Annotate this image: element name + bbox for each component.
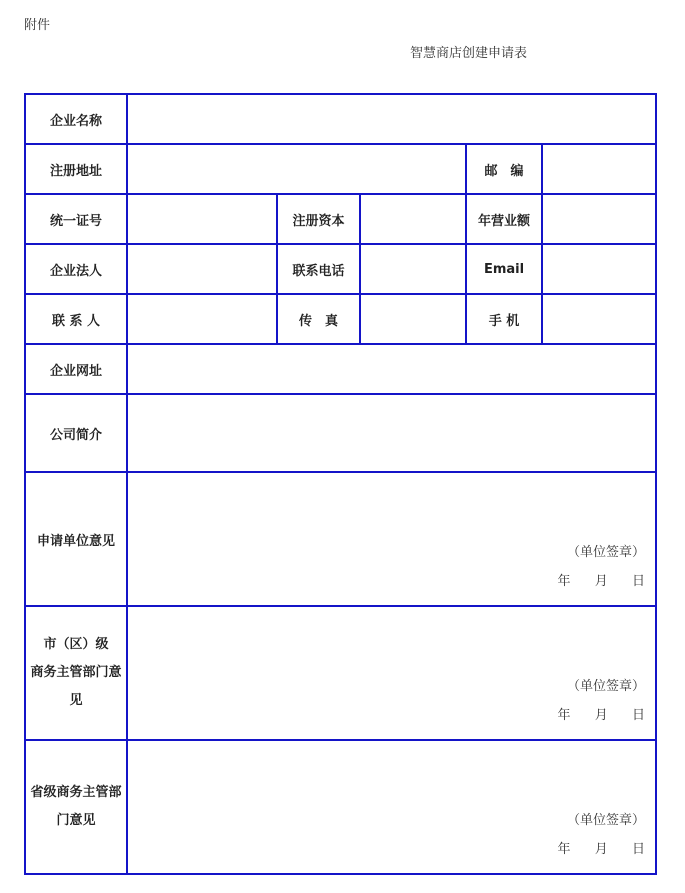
postal-code-label: 邮 编 <box>466 144 542 194</box>
registered-capital-label: 注册资本 <box>277 194 360 244</box>
row-unified-code <box>25 194 656 244</box>
contact-person-label: 联 系 人 <box>25 294 127 344</box>
annual-revenue-label: 年营业额 <box>466 194 542 244</box>
fax-field[interactable] <box>360 294 466 344</box>
city-date-month: 月 <box>594 708 608 723</box>
unified-code-field[interactable] <box>127 194 277 244</box>
company-intro-field[interactable] <box>127 394 656 472</box>
row-company-name <box>25 94 656 144</box>
registered-capital-field[interactable] <box>360 194 466 244</box>
province-opinion-label <box>25 740 127 874</box>
city-opinion-label-line2: 商务主管部门意 <box>30 665 122 680</box>
row-applicant-opinion <box>25 472 656 606</box>
row-registered-address <box>25 144 656 194</box>
city-date <box>557 704 645 723</box>
city-opinion-label-line3: 见 <box>69 693 83 708</box>
fax-label: 传 真 <box>277 294 360 344</box>
applicant-date-month: 月 <box>594 574 608 589</box>
registered-address-label: 注册地址 <box>25 144 127 194</box>
applicant-opinion-label: 申请单位意见 <box>25 472 127 606</box>
city-opinion-field[interactable] <box>127 606 656 740</box>
city-opinion-label <box>25 606 127 740</box>
email-field[interactable] <box>542 244 656 294</box>
row-company-intro <box>25 394 656 472</box>
province-date-day: 日 <box>632 842 646 857</box>
city-date-year: 年 <box>557 708 571 723</box>
province-date-year: 年 <box>557 842 571 857</box>
attachment-label: 附件 <box>24 18 51 33</box>
unified-code-label: 统一证号 <box>25 194 127 244</box>
applicant-opinion-field[interactable] <box>127 472 656 606</box>
form-title: 智慧商店创建申请表 <box>410 46 528 61</box>
province-date-month: 月 <box>594 842 608 857</box>
annual-revenue-field[interactable] <box>542 194 656 244</box>
province-opinion-field[interactable] <box>127 740 656 874</box>
legal-person-field[interactable] <box>127 244 277 294</box>
company-name-label: 企业名称 <box>25 94 127 144</box>
row-contact-person <box>25 294 656 344</box>
mobile-label: 手 机 <box>466 294 542 344</box>
city-date-day: 日 <box>632 708 646 723</box>
applicant-date-day: 日 <box>632 574 646 589</box>
row-city-opinion <box>25 606 656 740</box>
city-opinion-label-line1: 市（区）级 <box>43 637 109 652</box>
phone-field[interactable] <box>360 244 466 294</box>
province-seal-text: （单位签章） <box>567 813 646 828</box>
website-field[interactable] <box>127 344 656 394</box>
phone-label: 联系电话 <box>277 244 360 294</box>
row-website <box>25 344 656 394</box>
application-form-table <box>24 93 657 875</box>
row-legal-person <box>25 244 656 294</box>
company-name-field[interactable] <box>127 94 656 144</box>
province-opinion-label-line2: 门意见 <box>56 813 96 828</box>
mobile-field[interactable] <box>542 294 656 344</box>
email-label: Email <box>466 244 542 294</box>
company-intro-label: 公司简介 <box>25 394 127 472</box>
province-opinion-label-line1: 省级商务主管部 <box>30 785 122 800</box>
legal-person-label: 企业法人 <box>25 244 127 294</box>
applicant-date-year: 年 <box>557 574 571 589</box>
city-seal-text: （单位签章） <box>567 679 646 694</box>
postal-code-field[interactable] <box>542 144 656 194</box>
website-label: 企业网址 <box>25 344 127 394</box>
contact-person-field[interactable] <box>127 294 277 344</box>
registered-address-field[interactable] <box>127 144 466 194</box>
row-province-opinion <box>25 740 656 874</box>
province-date <box>557 838 645 857</box>
applicant-seal-text: （单位签章） <box>567 545 646 560</box>
applicant-date <box>557 570 645 589</box>
